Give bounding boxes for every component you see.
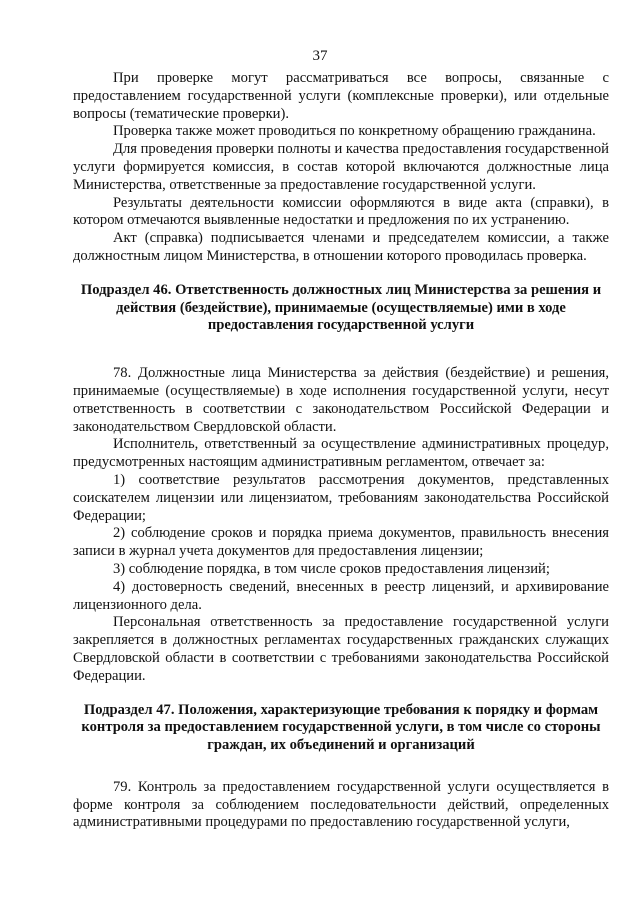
list-item: 3) соблюдение порядка, в том числе сроков предоставления лицензий; <box>113 560 550 577</box>
paragraph: 78. Должностные лица Министерства за действия (бездействие) и решения, принимаемые (осуществляемые) в ходе исполнения государственной услуги, несут ответственность в соответствии с законодательством Российской Федерации и законодательством Свердловской области. <box>73 365 609 435</box>
page-number: 37 <box>312 48 328 64</box>
section-heading: Подраздел 46. Ответственность должностных лиц Министерства за решения и действия (бездействие), принимаемые (осуществляемые) ими в ходе предоставления государственной услуги <box>80 281 602 334</box>
page-body <box>73 70 609 832</box>
section-heading: Подраздел 47. Положения, характеризующие требования к порядку и формам контроля за предоставлением государственной услуги, в том числе со стороны граждан, их объединений и организаций <box>81 701 601 754</box>
list-item: 2) соблюдение сроков и порядка приема документов, правильность внесения записи в журнал учета документов для предоставления лицензии; <box>73 525 609 560</box>
paragraph: Для проведения проверки полноты и качества предоставления государственной услуги формируется комиссия, в состав которой включаются должностные лица Министерства, ответственные за предоставление государственной услуги. <box>73 141 609 193</box>
paragraph: 79. Контроль за предоставлением государственной услуги осуществляется в форме контроля за соблюдением последовательности действий, определенных административными процедурами по предоставлению государственной услуги, <box>73 778 609 831</box>
paragraph: При проверке могут рассматриваться все вопросы, связанные с предоставлением государственной услуги (комплексные проверки), или отдельные вопросы (тематические проверки). <box>73 70 609 122</box>
paragraph: Результаты деятельности комиссии оформляются в виде акта (справки), в котором отмечаются выявленные недостатки и предложения по их устранению. <box>73 194 609 229</box>
list-item: 4) достоверность сведений, внесенных в реестр лицензий, и архивирование лицензионного дела. <box>73 578 609 613</box>
paragraph: Проверка также может проводиться по конкретному обращению гражданина. <box>113 123 596 140</box>
paragraph: Акт (справка) подписывается членами и председателем комиссии, а также должностным лицом Министерства, в отношении которого проводилась проверка. <box>73 230 609 264</box>
paragraph: Исполнитель, ответственный за осуществление административных процедур, предусмотренных настоящим административным регламентом, отвечает за: <box>73 436 609 471</box>
paragraph: Персональная ответственность за предоставление государственной услуги закрепляется в должностных регламентах государственных гражданских служащих Свердловской области в соответствии с требованиями законодательства Российской Федерации. <box>73 614 609 684</box>
list-item: 1) соответствие результатов рассмотрения документов, представленных соискателем лицензии или лицензиатом, требованиям законодательства Российской Федерации; <box>73 471 609 524</box>
